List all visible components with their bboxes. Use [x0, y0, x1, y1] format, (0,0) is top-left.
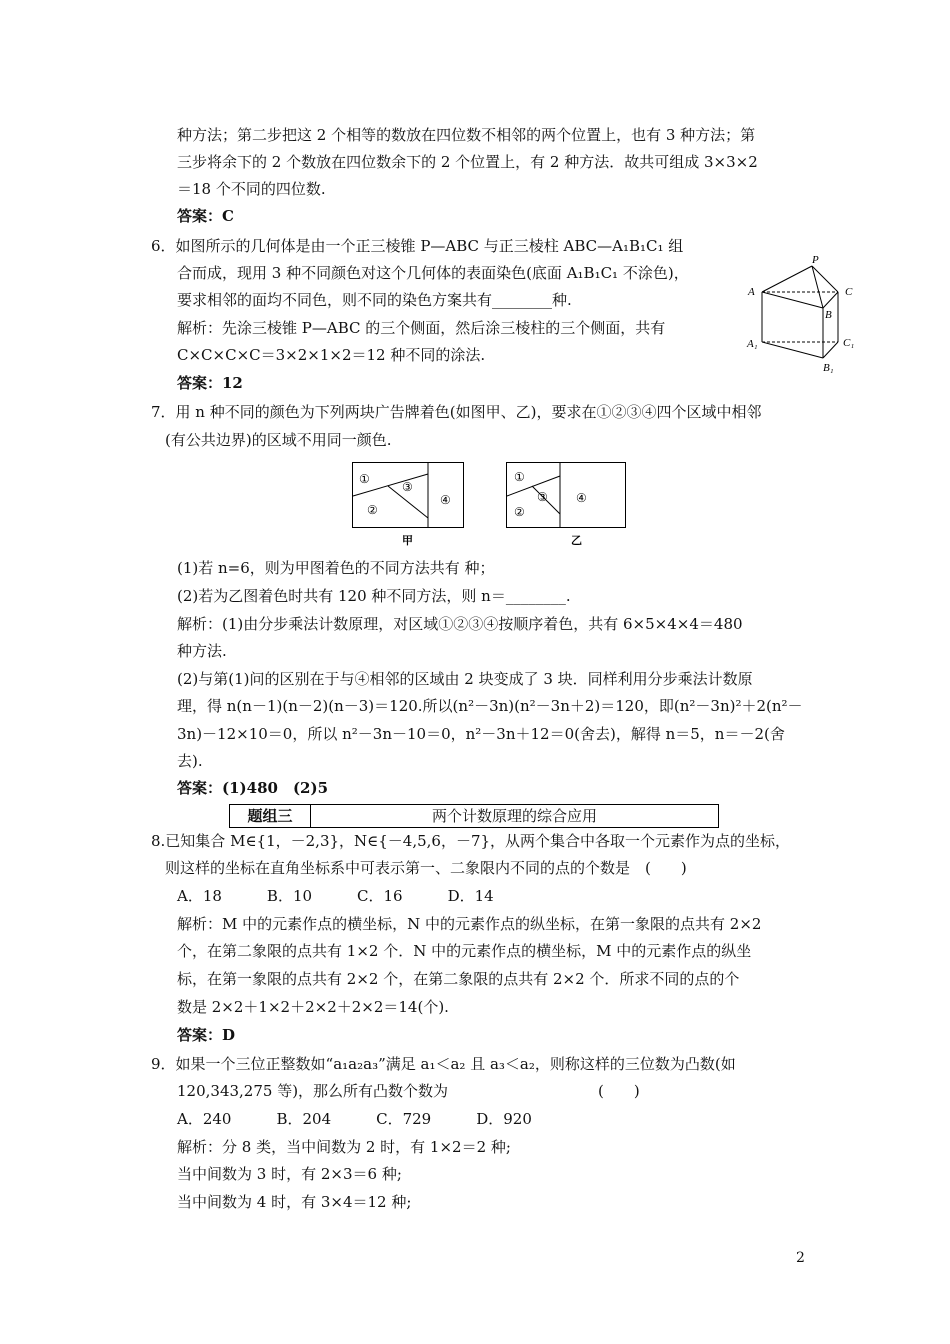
- question-8-line: 8.已知集合 M∈{1，－2,3}，N∈{－4,5,6，－7}，从两个集合中各取一个元素作为点的坐标，: [151, 832, 791, 850]
- solution-line: 数是 2×2＋1×2＋2×2＋2×2＝14(个).: [177, 998, 449, 1016]
- question-7-line: (有公共边界)的区域不用同一颜色.: [165, 431, 392, 449]
- solution-line: 解析：分 8 类，当中间数为 2 时，有 1×2＝2 种;: [177, 1138, 511, 1156]
- region-4-label: ④: [440, 493, 451, 507]
- region-4-label: ④: [576, 491, 587, 505]
- text-line: 三步将余下的 2 个数放在四位数余下的 2 个位置上，有 2 种方法．故共可组成 3×3×2: [177, 153, 758, 171]
- region-1-label: ①: [514, 470, 525, 484]
- solution-line: 当中间数为 3 时，有 2×3＝6 种;: [177, 1165, 402, 1183]
- solution-line: 理，得 n(n－1)(n－2)(n－3)＝120.所以(n²－3n)(n²－3n＋2)＝120，即(n²－3n)²＋2(n²－: [177, 697, 803, 715]
- solution-line: 种方法.: [177, 642, 227, 660]
- answer-line: 答案：12: [177, 374, 243, 392]
- question-6-line: 要求相邻的面均不同色，则不同的染色方案共有________种.: [177, 291, 572, 309]
- section-topic-label: 两个计数原理的综合应用: [431, 807, 597, 825]
- region-3-label: ③: [402, 480, 413, 494]
- billboard-yi-figure: [506, 462, 628, 548]
- answer-line: 答案：(1)480 (2)5: [177, 779, 329, 797]
- vertex-label-p: P: [812, 254, 819, 266]
- answer-line: 答案：D: [177, 1026, 236, 1044]
- question-6-line: 6．如图所示的几何体是由一个正三棱锥 P—ABC 与正三棱柱 ABC—A₁B₁C₁ 组: [151, 237, 684, 255]
- solution-line: 标，在第一象限的点共有 2×2 个，在第二象限的点共有 2×2 个．所求不同的点的个: [177, 970, 740, 988]
- region-2-label: ②: [514, 505, 525, 519]
- answer-line: 答案：C: [177, 207, 234, 225]
- question-8-line: 则这样的坐标在直角坐标系中可表示第一、二象限内不同的点的个数是 ( ): [165, 859, 687, 877]
- figure-caption-yi: 乙: [571, 535, 582, 547]
- question-9-line: 9．如果一个三位正整数如“a₁a₂a₃”满足 a₁＜a₂ 且 a₃＜a₂，则称这样的三位数为凸数(如: [151, 1055, 736, 1073]
- vertex-label-c1: C₁: [843, 337, 855, 349]
- text-line: ＝18 个不同的四位数.: [177, 180, 326, 198]
- region-1-label: ①: [359, 472, 370, 486]
- figure-caption-jia: 甲: [402, 535, 413, 547]
- text-line: 种方法；第二步把这 2 个相等的数放在四位数不相邻的两个位置上，也有 3 种方法；第: [177, 126, 756, 144]
- choices-line: A．18 B．10 C．16 D．14: [177, 887, 494, 905]
- vertex-label-a1: A₁: [747, 338, 758, 350]
- solution-line: (2)与第(1)问的区别在于与④相邻的区域由 2 块变成了 3 块．同样利用分步乘法计数原: [177, 670, 753, 688]
- solution-line: 当中间数为 4 时，有 3×4＝12 种;: [177, 1193, 412, 1211]
- choices-line: A．240 B．204 C．729 D．920: [177, 1110, 532, 1128]
- solution-line: 解析：M 中的元素作点的横坐标，N 中的元素作点的纵坐标，在第一象限的点共有 2×2: [177, 915, 762, 933]
- page-number: 2: [796, 1250, 805, 1266]
- solution-line: 解析：(1)由分步乘法计数原理，对区域①②③④按顺序着色，共有 6×5×4×4＝480: [177, 615, 743, 633]
- question-7-line: 7．用 n 种不同的颜色为下列两块广告牌着色(如图甲、乙)，要求在①②③④四个区域中相邻: [151, 403, 762, 421]
- section-group-label: 题组三: [230, 805, 311, 827]
- question-7-line: (2)若为乙图着色时共有 120 种不同方法，则 n＝________.: [177, 587, 571, 605]
- section-header-table: [229, 804, 719, 828]
- solution-line: 解析：先涂三棱锥 P—ABC 的三个侧面，然后涂三棱柱的三个侧面，共有: [177, 319, 666, 337]
- vertex-label-c: C: [845, 286, 853, 298]
- solution-line: 3n)－12×10＝0，所以 n²－3n－10＝0，n²－3n＋12＝0(舍去)，解得 n＝5，n＝－2(舍: [177, 725, 785, 743]
- billboard-jia-figure: [352, 462, 466, 548]
- vertex-label-b: B: [825, 309, 832, 321]
- vertex-label-a: A: [748, 286, 755, 298]
- solution-line: 去).: [177, 752, 203, 770]
- question-7-line: (1)若 n=6，则为甲图着色的不同方法共有 种；: [177, 559, 495, 577]
- vertex-label-b1: B₁: [823, 362, 834, 374]
- region-2-label: ②: [367, 503, 378, 517]
- solution-line: 个，在第二象限的点共有 1×2 个．N 中的元素作点的横坐标，M 中的元素作点的纵坐: [177, 942, 752, 960]
- region-3-label: ③: [537, 490, 548, 504]
- prism-pyramid-figure: [745, 252, 865, 374]
- question-9-line: 120,343,275 等)，那么所有凸数个数为 ( ): [177, 1082, 640, 1100]
- solution-line: C×C×C×C＝3×2×1×2＝12 种不同的涂法.: [177, 346, 486, 364]
- question-6-line: 合而成，现用 3 种不同颜色对这个几何体的表面染色(底面 A₁B₁C₁ 不涂色)，: [177, 264, 689, 282]
